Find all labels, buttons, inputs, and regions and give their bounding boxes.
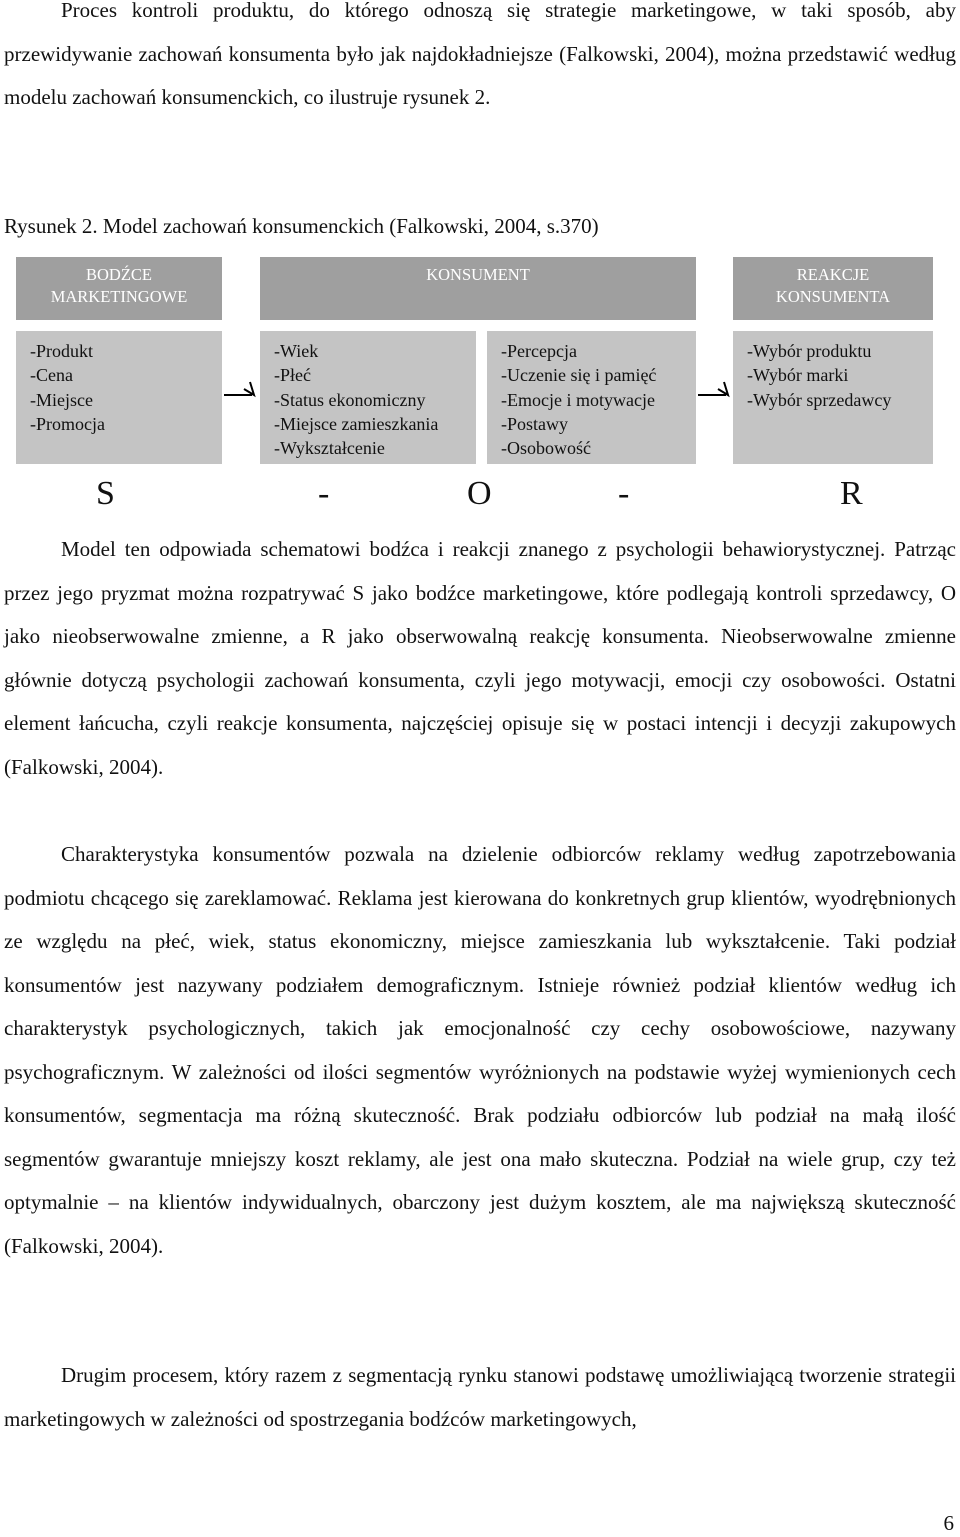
reactions-box [733, 331, 933, 464]
stimuli-item: -Miejsce [30, 389, 93, 410]
reactions-header-line2: KONSUMENTA [775, 287, 891, 306]
stimuli-header [16, 257, 222, 320]
demographic-item: -Wiek [274, 341, 319, 361]
stimuli-header-line2: MARKETINGOWE [50, 287, 188, 306]
sor-label-s: S [96, 475, 115, 512]
stimuli-item: -Promocja [30, 413, 105, 434]
stimuli-list [30, 339, 222, 436]
demographic-item: -Wykształcenie [274, 438, 385, 459]
consumer-psychological-box [487, 331, 696, 464]
psychological-item: -Postawy [501, 413, 568, 434]
paragraph-4: Drugim procesem, który razem z segmentacją rynku stanowi podstawę umożliwiającą tworzenie strategii marketingowych w zależności od spostrzegania bodźców marketingowych, [4, 1363, 956, 1431]
consumer-header [260, 257, 696, 320]
figure-caption: Rysunek 2. Model zachowań konsumenckich (Falkowski, 2004, s.370) [4, 214, 599, 238]
demographic-item: -Płeć [274, 365, 311, 386]
stimuli-box [16, 331, 222, 464]
consumer-to-reactions-arrow-icon [696, 378, 734, 402]
sor-label-dash-1: - [318, 475, 330, 512]
consumer-demographic-box [260, 331, 476, 464]
sor-label-r: R [840, 475, 863, 512]
consumer-demographic-list [274, 339, 476, 460]
reaction-item: -Wybór sprzedawcy [747, 389, 892, 410]
reactions-header [733, 257, 933, 320]
page-number: 6 [943, 1511, 954, 1535]
reactions-header-line1: REAKCJE [796, 265, 870, 284]
paragraph-2: Model ten odpowiada schematowi bodźca i reakcji znanego z psychologii behawiorystycznej. Patrząc przez jego pryzmat można rozpatrywać S jako bodźce marketingowe, które podlegają kontroli sprzedawcy, O jako nieobserwowalne zmienne, a R jako obserwowalną reakcję konsumenta. Nieobserwowalne zmienne głównie dotyczą psychologii zachowań konsumenta, czyli jego motywacji, emocji czy osobowości. Ostatni element łańcucha, czyli reakcje konsumenta, najczęściej opisuje się w postaci intencji i decyzji zakupowych (Falkowski, 2004). [4, 537, 956, 779]
demographic-item: -Miejsce zamieszkania [274, 413, 439, 434]
psychological-item: -Percepcja [501, 341, 577, 361]
sor-label-o: O [467, 475, 492, 512]
psychological-item: -Uczenie się i pamięć [501, 365, 657, 386]
paragraph-3: Charakterystyka konsumentów pozwala na dzielenie odbiorców reklamy według zapotrzebowania podmiotu chcącego się zareklamować. Reklama jest kierowana do konkretnych grup klientów, wyodrębnionych ze względu na płeć, wiek, status ekonomiczny, miejsce zamieszkania lub wykształcenie. Taki podział konsumentów jest nazywany podziałem demograficznym. Istnieje również podział klientów według ich charakterystyk psychologicznych, takich jak emocjonalność czy cechy osobowościowe, nazywany psychograficznym. W zależności od ilości segmentów wyróżnionych na podstawie wyżej wymienionych cech konsumentów, segmentacja ma różną skuteczność. Brak podziału odbiorców lub podział na małą ilość segmentów gwarantuje mniejszy koszt reklamy, ale jest ona mało skuteczna. Podział na wiele grup, czy też optymalnie – na klientów indywidualnych, obarczony jest dużym kosztem, ale ma największą skuteczność (Falkowski, 2004). [4, 842, 956, 1258]
stimuli-header-line1: BODŹCE [86, 265, 152, 284]
sor-label-dash-2: - [618, 475, 630, 512]
psychological-item: -Osobowość [501, 438, 591, 459]
reaction-item: -Wybór marki [747, 365, 849, 386]
reactions-list [747, 339, 933, 412]
consumer-header-label: KONSUMENT [426, 265, 530, 284]
consumer-psychological-list [501, 339, 696, 460]
intro-paragraph: Proces kontroli produktu, do którego odnoszą się strategie marketingowe, w taki sposób, aby przewidywanie zachowań konsumenta było jak najdokładniejsze (Falkowski, 2004), można przedstawić według modelu zachowań konsumenckich, co ilustruje rysunek 2. [4, 0, 956, 109]
stimuli-item: -Cena [30, 365, 73, 386]
stimuli-to-consumer-arrow-icon [222, 378, 260, 402]
psychological-item: -Emocje i motywacje [501, 389, 655, 410]
reaction-item: -Wybór produktu [747, 341, 872, 361]
stimuli-item: -Produkt [30, 341, 93, 361]
demographic-item: -Status ekonomiczny [274, 389, 426, 410]
